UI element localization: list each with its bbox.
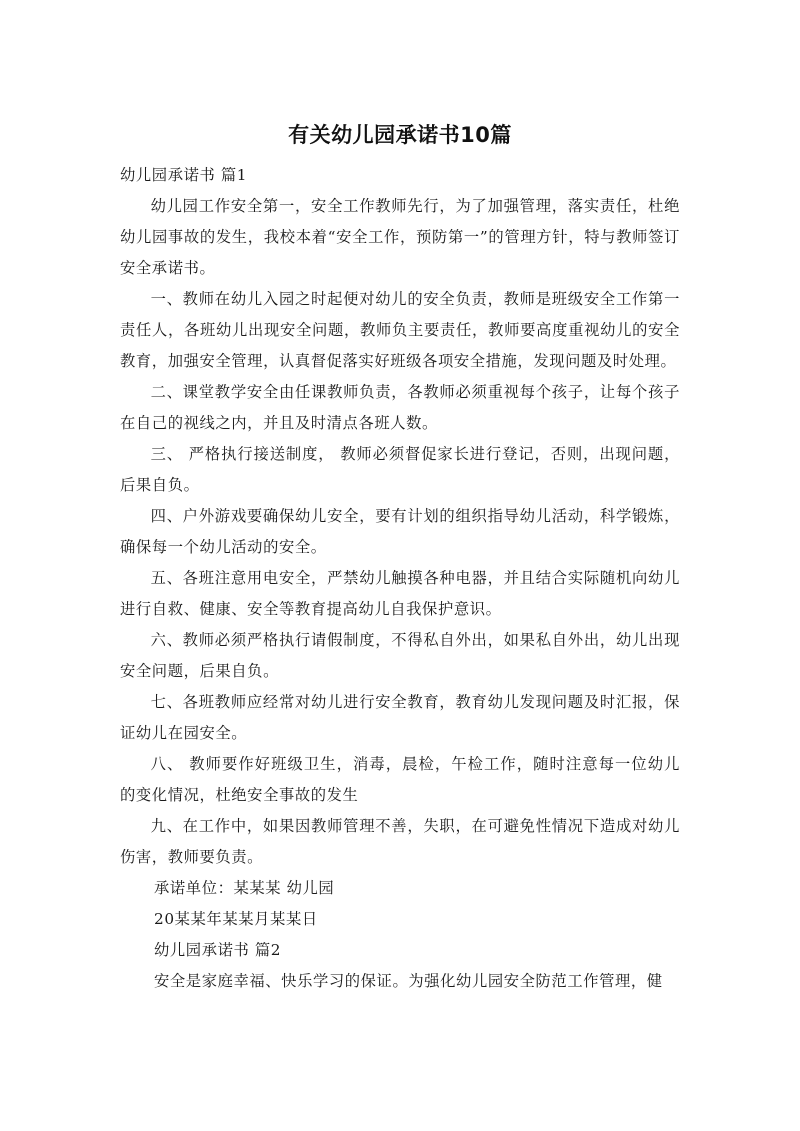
paragraph: 二、课堂教学安全由任课教师负责，各教师必须重视每个孩子，让每个孩子在自己的视线之内，并且及时清点各班人数。 [120, 383, 680, 432]
paragraph: 七、各班教师应经常对幼儿进行安全教育，教育幼儿发现问题及时汇报，保证幼儿在园安全。 [120, 693, 680, 742]
paragraph: 八、 教师要作好班级卫生，消毒，晨检，午检工作，随时注意每一位幼儿的变化情况，杜绝安全事故的发生 [120, 755, 680, 804]
paragraph: 六、教师必须严格执行请假制度，不得私自外出，如果私自外出，幼儿出现安全问题，后果自负。 [120, 631, 680, 680]
document-body [120, 160, 680, 997]
paragraph: 承诺单位：某某某 幼儿园 [154, 879, 335, 897]
paragraph: 九、在工作中，如果因教师管理不善，失职，在可避免性情况下造成对幼儿伤害，教师要负责。 [120, 817, 680, 866]
paragraph: 五、各班注意用电安全，严禁幼儿触摸各种电器，并且结合实际随机向幼儿进行自救、健康、安全等教育提高幼儿自我保护意识。 [120, 569, 680, 618]
paragraph: 幼儿园工作安全第一，安全工作教师先行，为了加强管理，落实责任，杜绝幼儿园事故的发生，我校本着“安全工作，预防第一”的管理方针，特与教师签订安全承诺书。 [120, 197, 680, 277]
paragraph: 幼儿园承诺书 篇1 [120, 166, 248, 184]
document-title: 有关幼儿园承诺书10篇 [288, 123, 512, 147]
paragraph: 一、教师在幼儿入园之时起便对幼儿的安全负责，教师是班级安全工作第一责任人，各班幼儿出现安全问题，教师负主要责任，教师要高度重视幼儿的安全教育，加强安全管理，认真督促落实好班级各项安全措施，发现问题及时处理。 [120, 290, 680, 370]
paragraph: 三、 严格执行接送制度， 教师必须督促家长进行登记，否则，出现问题，后果自负。 [120, 445, 680, 494]
paragraph: 安全是家庭幸福、快乐学习的保证。为强化幼儿园安全防范工作管理，健 [154, 972, 663, 990]
paragraph: 20某某年某某月某某日 [154, 910, 318, 928]
paragraph: 幼儿园承诺书 篇2 [154, 941, 282, 959]
paragraph: 四、户外游戏要确保幼儿安全，要有计划的组织指导幼儿活动，科学锻炼，确保每一个幼儿活动的安全。 [120, 507, 680, 556]
